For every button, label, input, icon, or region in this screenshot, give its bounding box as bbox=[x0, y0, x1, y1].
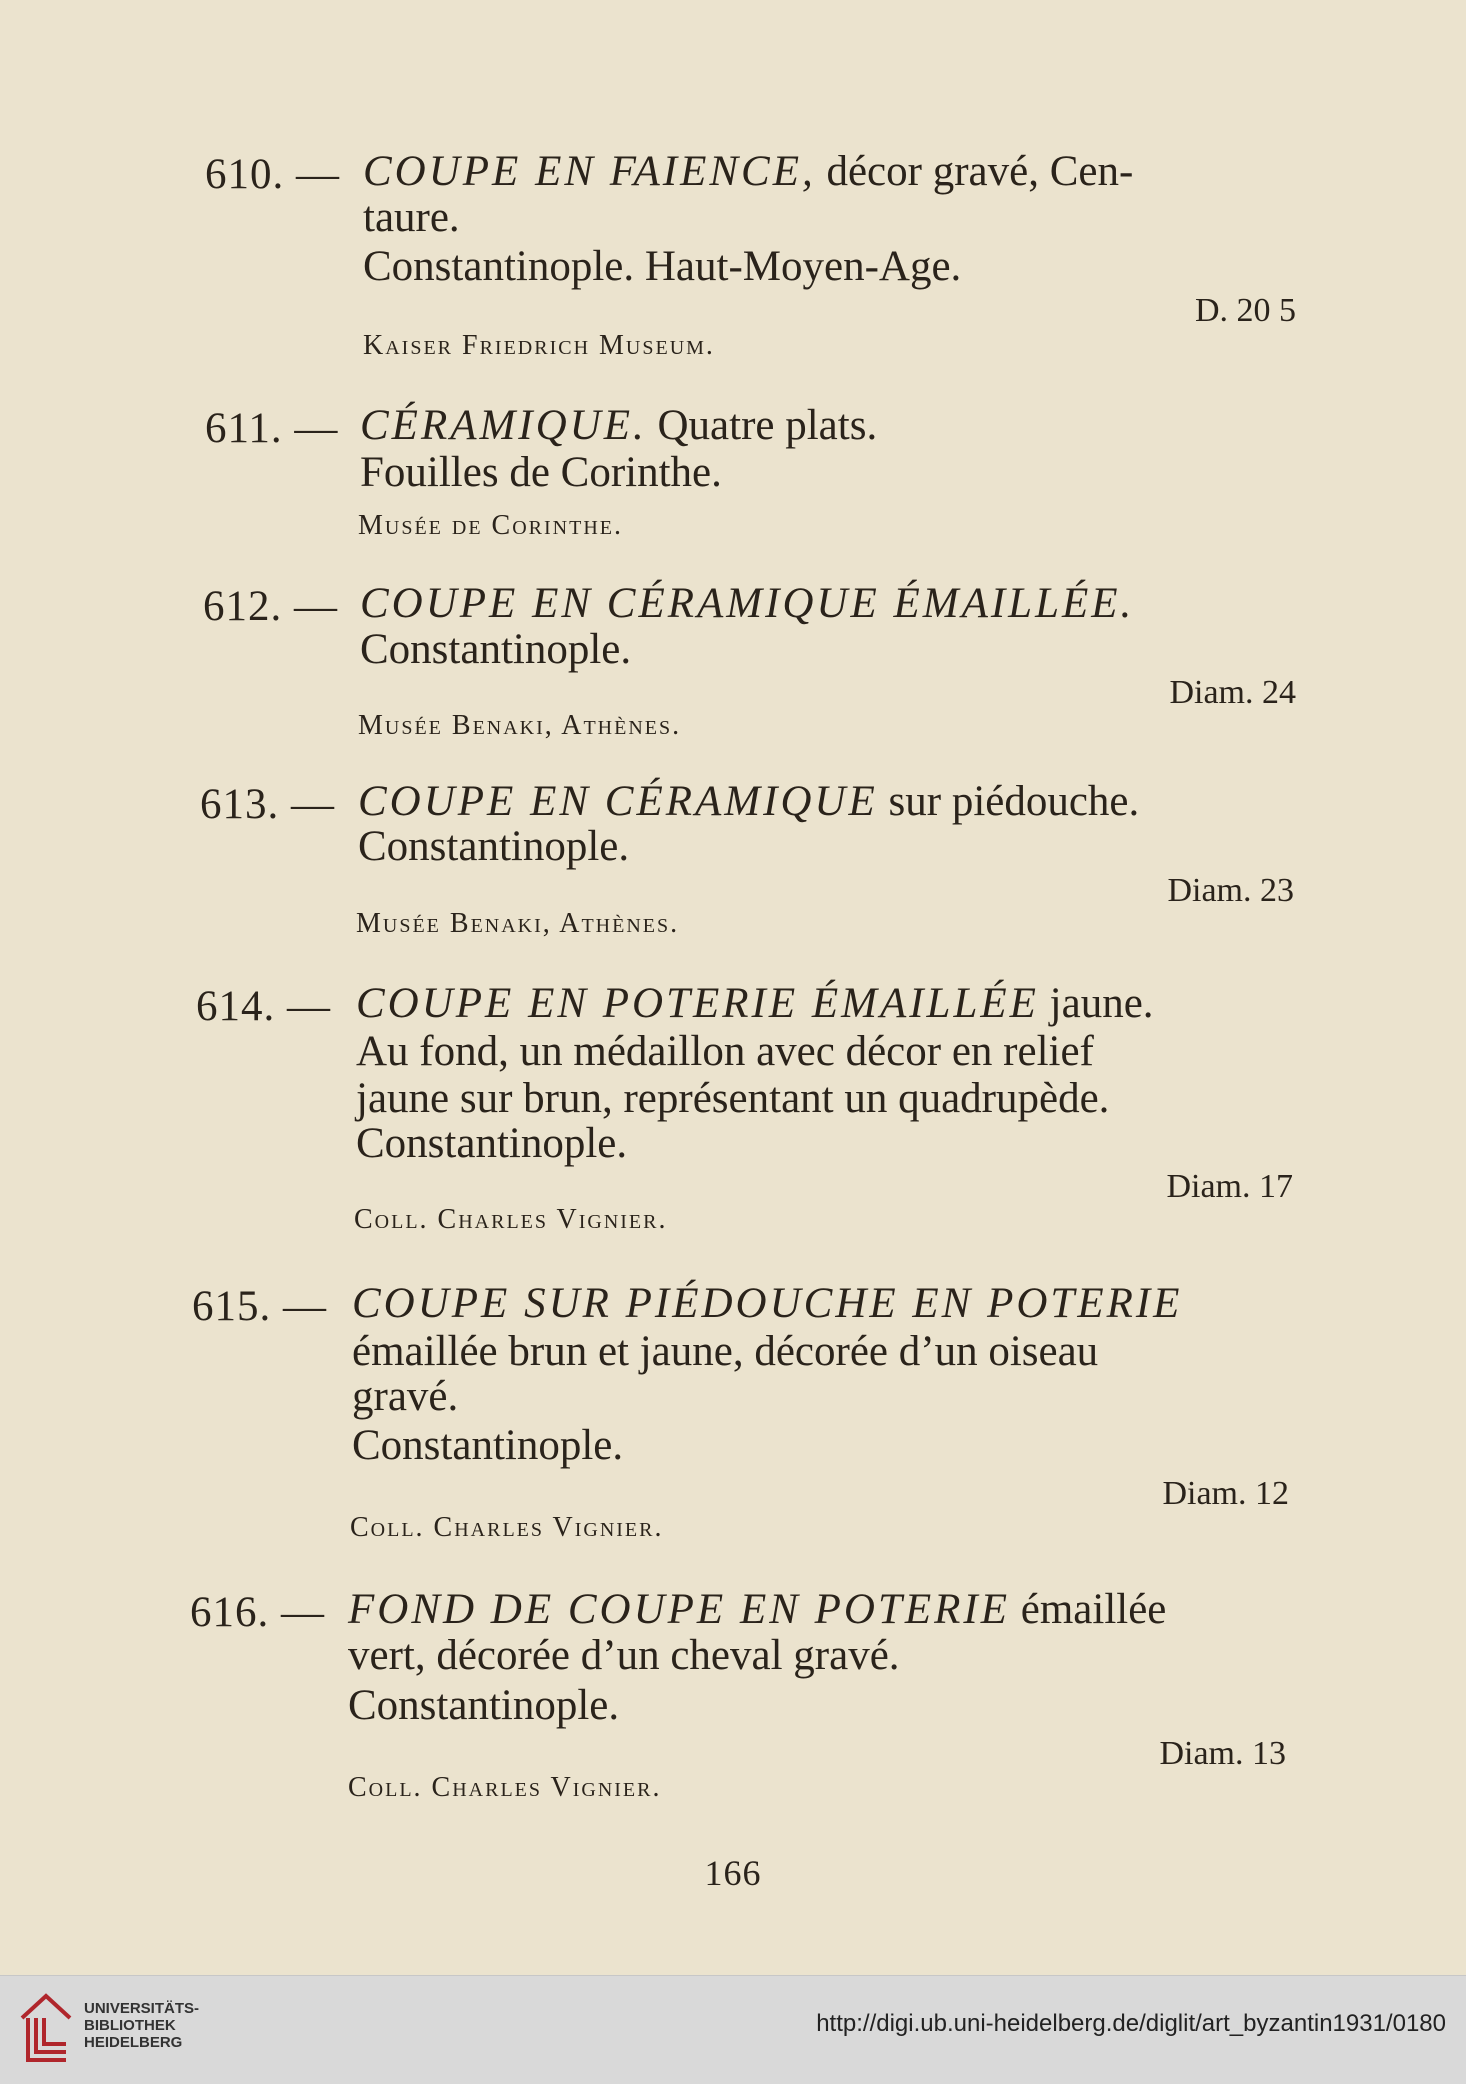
entry-title: COUPE EN FAIENCE, bbox=[363, 148, 816, 195]
entry-heading-rest: Quatre plats. bbox=[646, 402, 878, 449]
entry-heading-line bbox=[356, 982, 1154, 1025]
entry-text-line: vert, décorée d’un cheval gravé. bbox=[348, 1632, 900, 1679]
entry-heading-rest: émaillée bbox=[1010, 1586, 1167, 1633]
entry-heading-line bbox=[352, 1282, 1182, 1325]
entry-title: CÉRAMIQUE. bbox=[360, 402, 647, 449]
entry-heading-line bbox=[360, 404, 877, 447]
entry-dimension: Diam. 24 bbox=[1169, 674, 1296, 711]
entry-text-line: jaune sur brun, représentant un quadrupède. bbox=[356, 1075, 1110, 1122]
entry-title: COUPE SUR PIÉDOUCHE EN POTERIE bbox=[352, 1280, 1183, 1327]
library-name bbox=[84, 2000, 199, 2051]
entry-heading-rest: jaune. bbox=[1038, 980, 1154, 1027]
library-name-line: HEIDELBERG bbox=[84, 2034, 183, 2051]
entry-text-line: Constantinople. bbox=[348, 1682, 620, 1729]
entry-heading-line bbox=[358, 780, 1139, 823]
entry-text-line: Constantinople. Haut-Moyen-Age. bbox=[363, 243, 962, 290]
permalink-url[interactable]: http://digi.ub.uni-heidelberg.de/diglit/art_byzantin1931/0180 bbox=[816, 2010, 1446, 2037]
entry-number: 615. — bbox=[192, 1283, 327, 1330]
entry-number: 616. — bbox=[190, 1589, 325, 1636]
entry-source: Coll. Charles Vignier. bbox=[354, 1204, 668, 1235]
entry-number: 612. — bbox=[203, 583, 338, 630]
entry-text-line: Constantinople. bbox=[352, 1422, 624, 1469]
entry-title: FOND DE COUPE EN POTERIE bbox=[348, 1586, 1010, 1633]
entry-heading-line bbox=[360, 582, 1134, 625]
entry-text-line: Fouilles de Corinthe. bbox=[360, 449, 722, 496]
entry-number: 614. — bbox=[196, 983, 331, 1030]
entry-number: 613. — bbox=[200, 781, 335, 828]
entry-heading-rest: décor gravé, Cen- bbox=[815, 148, 1134, 195]
entry-source: Musée Benaki, Athènes. bbox=[356, 908, 680, 939]
entry-source: Kaiser Friedrich Museum. bbox=[363, 330, 715, 361]
entry-text-line: Au fond, un médaillon avec décor en relief bbox=[356, 1028, 1094, 1075]
entry-dimension: D. 20 5 bbox=[1194, 292, 1296, 329]
entry-title: COUPE EN CÉRAMIQUE bbox=[358, 778, 878, 825]
entry-source: Musée de Corinthe. bbox=[358, 510, 623, 541]
entry-text-line: Constantinople. bbox=[358, 823, 630, 870]
entry-dimension: Diam. 13 bbox=[1159, 1735, 1286, 1772]
entry-heading-line bbox=[363, 150, 1133, 193]
library-name-line: UNIVERSITÄTS- bbox=[84, 2000, 200, 2017]
entry-title: COUPE EN POTERIE ÉMAILLÉE bbox=[356, 980, 1039, 1027]
entry-heading-line bbox=[348, 1588, 1166, 1631]
entry-dimension: Diam. 17 bbox=[1166, 1168, 1293, 1205]
library-footer bbox=[0, 1975, 1466, 2084]
entry-dimension: Diam. 23 bbox=[1167, 872, 1294, 909]
entry-number: 610. — bbox=[205, 151, 340, 198]
page-number: 166 bbox=[704, 1853, 762, 1893]
entry-number: 611. — bbox=[205, 405, 339, 452]
entry-text-line: Constantinople. bbox=[356, 1120, 628, 1167]
entry-text-line: gravé. bbox=[352, 1373, 459, 1420]
entry-source: Musée Benaki, Athènes. bbox=[358, 710, 682, 741]
entry-source: Coll. Charles Vignier. bbox=[348, 1772, 662, 1803]
entry-source: Coll. Charles Vignier. bbox=[350, 1512, 664, 1543]
entry-text-line: émaillée brun et jaune, décorée d’un oiseau bbox=[352, 1328, 1099, 1375]
library-logo-icon bbox=[16, 1988, 76, 2068]
entry-heading-rest: sur piédouche. bbox=[877, 778, 1140, 825]
entry-title: COUPE EN CÉRAMIQUE ÉMAILLÉE. bbox=[360, 580, 1135, 627]
entry-dimension: Diam. 12 bbox=[1162, 1475, 1289, 1512]
entry-text-line: Constantinople. bbox=[360, 626, 632, 673]
entry-text-line: taure. bbox=[363, 194, 460, 241]
library-name-line: BIBLIOTHEK bbox=[84, 2017, 176, 2034]
